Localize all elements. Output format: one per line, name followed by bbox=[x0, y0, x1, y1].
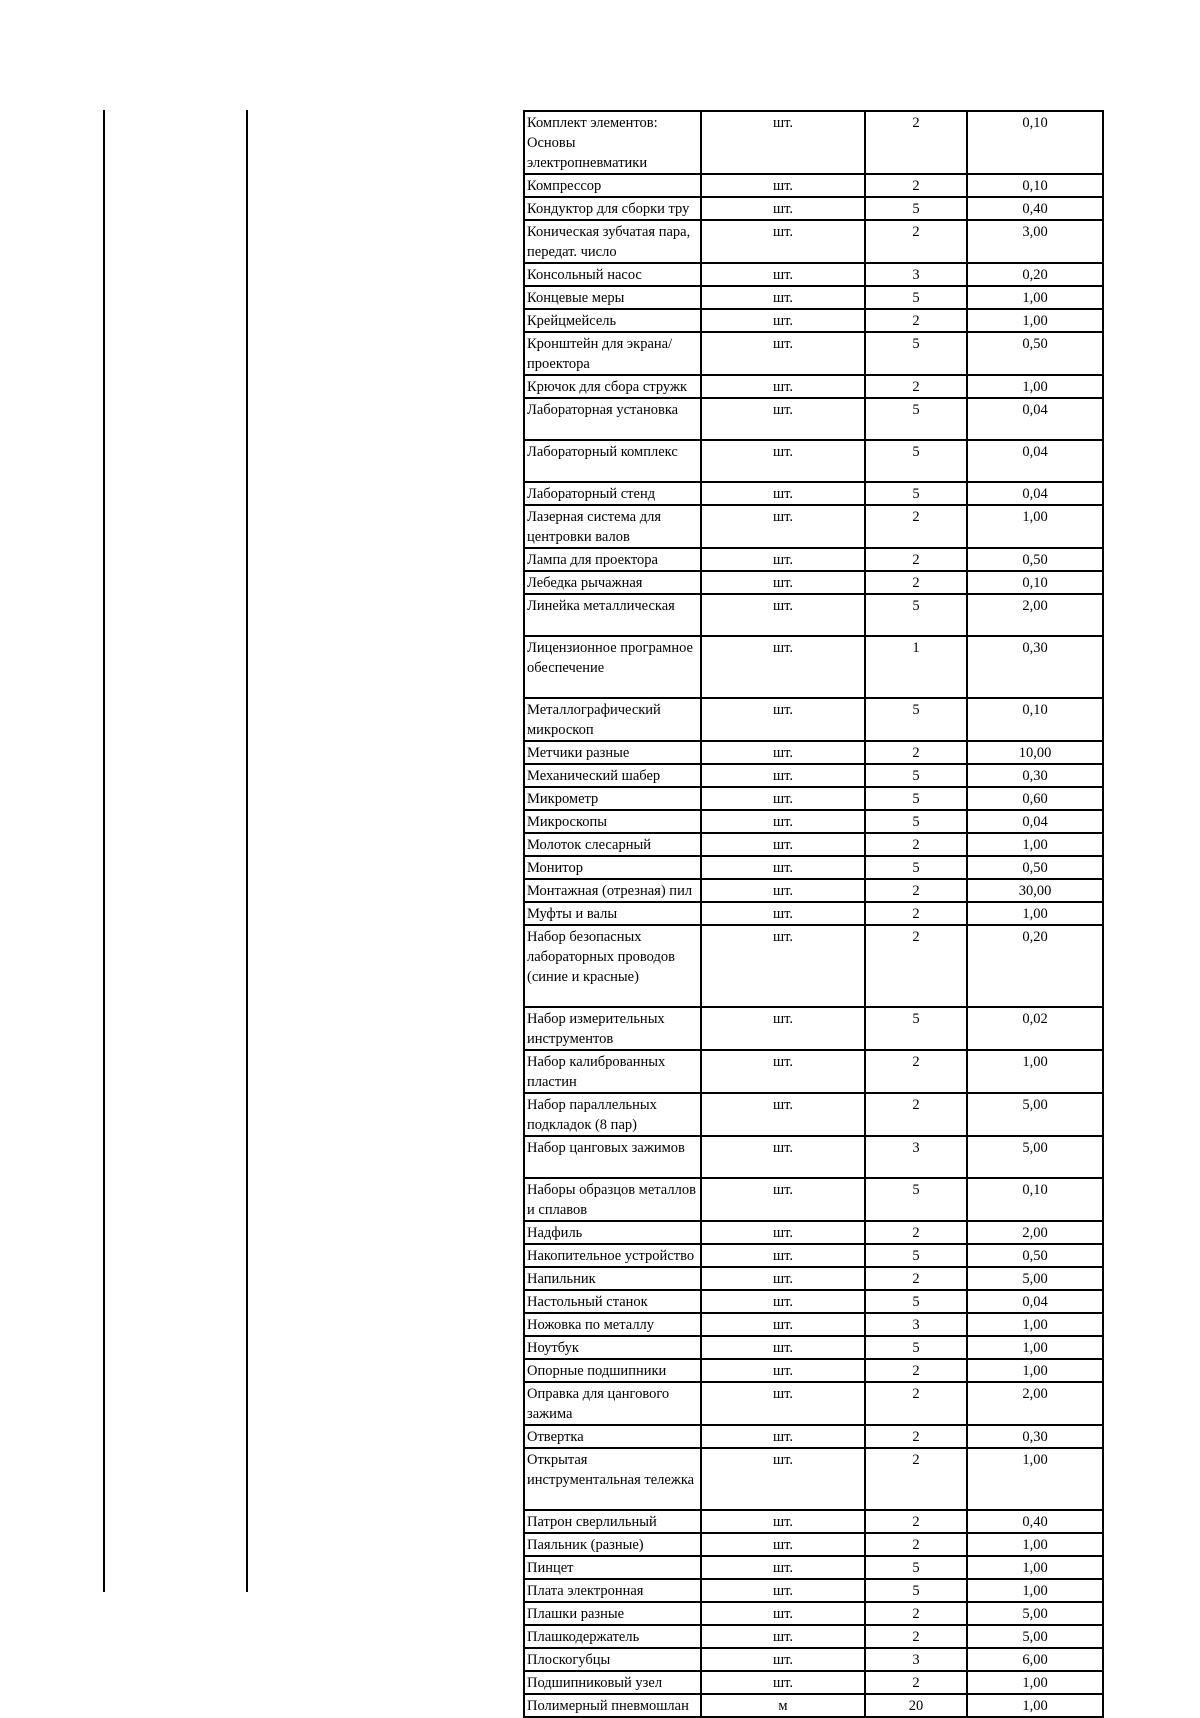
value-cell: 1,00 bbox=[967, 286, 1103, 309]
name-cell: Механический шабер bbox=[524, 764, 701, 787]
value-cell: 1,00 bbox=[967, 1556, 1103, 1579]
value-cell: 0,04 bbox=[967, 1290, 1103, 1313]
qty-cell: 2 bbox=[865, 1221, 967, 1244]
unit-cell: шт. bbox=[701, 925, 865, 1007]
qty-cell: 2 bbox=[865, 741, 967, 764]
value-cell: 0,60 bbox=[967, 787, 1103, 810]
qty-cell: 5 bbox=[865, 482, 967, 505]
name-cell: Линейка металлическая bbox=[524, 594, 701, 636]
value-cell: 0,50 bbox=[967, 1244, 1103, 1267]
table-row bbox=[524, 505, 1103, 548]
table-row bbox=[524, 1510, 1103, 1533]
qty-cell: 5 bbox=[865, 440, 967, 482]
qty-cell: 5 bbox=[865, 856, 967, 879]
unit-cell: шт. bbox=[701, 1648, 865, 1671]
qty-cell: 2 bbox=[865, 1625, 967, 1648]
unit-cell: шт. bbox=[701, 1510, 865, 1533]
qty-cell: 1 bbox=[865, 636, 967, 698]
unit-cell: шт. bbox=[701, 548, 865, 571]
qty-cell: 5 bbox=[865, 398, 967, 440]
table-row bbox=[524, 698, 1103, 741]
unit-cell: шт. bbox=[701, 440, 865, 482]
unit-cell: шт. bbox=[701, 263, 865, 286]
table-row bbox=[524, 1694, 1103, 1717]
name-cell: Набор калиброванных пластин bbox=[524, 1050, 701, 1093]
table-row bbox=[524, 810, 1103, 833]
qty-cell: 5 bbox=[865, 1178, 967, 1221]
name-cell: Комплект элементов: Основы электропневматики bbox=[524, 111, 701, 174]
table-row bbox=[524, 1336, 1103, 1359]
name-cell: Консольный насос bbox=[524, 263, 701, 286]
equipment-table-body bbox=[524, 111, 1103, 1717]
value-cell: 0,02 bbox=[967, 1007, 1103, 1050]
unit-cell: шт. bbox=[701, 1136, 865, 1178]
unit-cell: шт. bbox=[701, 1336, 865, 1359]
qty-cell: 2 bbox=[865, 174, 967, 197]
name-cell: Лазерная система для центровки валов bbox=[524, 505, 701, 548]
table-row bbox=[524, 1093, 1103, 1136]
name-cell: Наборы образцов металлов и сплавов bbox=[524, 1178, 701, 1221]
unit-cell: шт. bbox=[701, 1313, 865, 1336]
value-cell: 0,10 bbox=[967, 571, 1103, 594]
table-row bbox=[524, 309, 1103, 332]
unit-cell: шт. bbox=[701, 111, 865, 174]
qty-cell: 20 bbox=[865, 1694, 967, 1717]
name-cell: Пинцет bbox=[524, 1556, 701, 1579]
unit-cell: шт. bbox=[701, 1267, 865, 1290]
unit-cell: шт. bbox=[701, 1556, 865, 1579]
table-row bbox=[524, 1602, 1103, 1625]
unit-cell: шт. bbox=[701, 741, 865, 764]
value-cell: 1,00 bbox=[967, 505, 1103, 548]
value-cell: 0,40 bbox=[967, 197, 1103, 220]
name-cell: Надфиль bbox=[524, 1221, 701, 1244]
qty-cell: 5 bbox=[865, 594, 967, 636]
table-row bbox=[524, 1313, 1103, 1336]
name-cell: Плашки разные bbox=[524, 1602, 701, 1625]
qty-cell: 2 bbox=[865, 375, 967, 398]
table-row bbox=[524, 1050, 1103, 1093]
table-row bbox=[524, 197, 1103, 220]
unit-cell: шт. bbox=[701, 698, 865, 741]
name-cell: Металлографический микроскоп bbox=[524, 698, 701, 741]
qty-cell: 5 bbox=[865, 764, 967, 787]
name-cell: Лабораторный комплекс bbox=[524, 440, 701, 482]
unit-cell: шт. bbox=[701, 197, 865, 220]
value-cell: 0,20 bbox=[967, 263, 1103, 286]
value-cell: 1,00 bbox=[967, 1694, 1103, 1717]
value-cell: 0,10 bbox=[967, 698, 1103, 741]
value-cell: 1,00 bbox=[967, 833, 1103, 856]
table-row bbox=[524, 1359, 1103, 1382]
value-cell: 1,00 bbox=[967, 902, 1103, 925]
name-cell: Плашкодержатель bbox=[524, 1625, 701, 1648]
value-cell: 0,30 bbox=[967, 636, 1103, 698]
unit-cell: шт. bbox=[701, 833, 865, 856]
qty-cell: 2 bbox=[865, 111, 967, 174]
table-row bbox=[524, 440, 1103, 482]
name-cell: Патрон сверлильный bbox=[524, 1510, 701, 1533]
unit-cell: шт. bbox=[701, 1579, 865, 1602]
qty-cell: 2 bbox=[865, 1510, 967, 1533]
value-cell: 6,00 bbox=[967, 1648, 1103, 1671]
qty-cell: 2 bbox=[865, 548, 967, 571]
qty-cell: 2 bbox=[865, 1359, 967, 1382]
table-row bbox=[524, 1533, 1103, 1556]
unit-cell: шт. bbox=[701, 1448, 865, 1510]
unit-cell: шт. bbox=[701, 174, 865, 197]
unit-cell: шт. bbox=[701, 482, 865, 505]
unit-cell: шт. bbox=[701, 1602, 865, 1625]
value-cell: 0,40 bbox=[967, 1510, 1103, 1533]
unit-cell: шт. bbox=[701, 764, 865, 787]
unit-cell: шт. bbox=[701, 1244, 865, 1267]
value-cell: 1,00 bbox=[967, 1336, 1103, 1359]
qty-cell: 5 bbox=[865, 1336, 967, 1359]
table-row bbox=[524, 174, 1103, 197]
unit-cell: шт. bbox=[701, 594, 865, 636]
value-cell: 2,00 bbox=[967, 1221, 1103, 1244]
qty-cell: 5 bbox=[865, 197, 967, 220]
name-cell: Набор параллельных подкладок (8 пар) bbox=[524, 1093, 701, 1136]
value-cell: 0,50 bbox=[967, 856, 1103, 879]
value-cell: 1,00 bbox=[967, 1671, 1103, 1694]
value-cell: 5,00 bbox=[967, 1602, 1103, 1625]
qty-cell: 2 bbox=[865, 833, 967, 856]
qty-cell: 5 bbox=[865, 1244, 967, 1267]
name-cell: Микроскопы bbox=[524, 810, 701, 833]
table-row bbox=[524, 398, 1103, 440]
table-row bbox=[524, 594, 1103, 636]
qty-cell: 5 bbox=[865, 286, 967, 309]
qty-cell: 2 bbox=[865, 1267, 967, 1290]
name-cell: Лампа для проектора bbox=[524, 548, 701, 571]
value-cell: 1,00 bbox=[967, 1579, 1103, 1602]
value-cell: 1,00 bbox=[967, 375, 1103, 398]
value-cell: 5,00 bbox=[967, 1136, 1103, 1178]
name-cell: Ноутбук bbox=[524, 1336, 701, 1359]
table-row bbox=[524, 1382, 1103, 1425]
qty-cell: 5 bbox=[865, 1579, 967, 1602]
value-cell: 1,00 bbox=[967, 309, 1103, 332]
value-cell: 0,20 bbox=[967, 925, 1103, 1007]
qty-cell: 3 bbox=[865, 1313, 967, 1336]
unit-cell: шт. bbox=[701, 902, 865, 925]
qty-cell: 3 bbox=[865, 263, 967, 286]
unit-cell: шт. bbox=[701, 309, 865, 332]
value-cell: 30,00 bbox=[967, 879, 1103, 902]
name-cell: Напильник bbox=[524, 1267, 701, 1290]
value-cell: 0,10 bbox=[967, 1178, 1103, 1221]
table-row bbox=[524, 1648, 1103, 1671]
table-row bbox=[524, 1556, 1103, 1579]
value-cell: 1,00 bbox=[967, 1533, 1103, 1556]
qty-cell: 5 bbox=[865, 1007, 967, 1050]
unit-cell: шт. bbox=[701, 1359, 865, 1382]
qty-cell: 5 bbox=[865, 810, 967, 833]
qty-cell: 2 bbox=[865, 1602, 967, 1625]
qty-cell: 2 bbox=[865, 1050, 967, 1093]
qty-cell: 5 bbox=[865, 1290, 967, 1313]
unit-cell: шт. bbox=[701, 1290, 865, 1313]
value-cell: 10,00 bbox=[967, 741, 1103, 764]
unit-cell: шт. bbox=[701, 286, 865, 309]
name-cell: Коническая зубчатая пара, передат. число bbox=[524, 220, 701, 263]
name-cell: Концевые меры bbox=[524, 286, 701, 309]
qty-cell: 5 bbox=[865, 698, 967, 741]
value-cell: 1,00 bbox=[967, 1313, 1103, 1336]
qty-cell: 2 bbox=[865, 1425, 967, 1448]
qty-cell: 3 bbox=[865, 1136, 967, 1178]
value-cell: 0,04 bbox=[967, 398, 1103, 440]
table-row bbox=[524, 833, 1103, 856]
left-border-line bbox=[103, 110, 105, 1592]
unit-cell: м bbox=[701, 1694, 865, 1717]
table-row bbox=[524, 332, 1103, 375]
name-cell: Крючок для сбора стружк bbox=[524, 375, 701, 398]
name-cell: Набор цанговых зажимов bbox=[524, 1136, 701, 1178]
value-cell: 0,10 bbox=[967, 174, 1103, 197]
value-cell: 1,00 bbox=[967, 1448, 1103, 1510]
unit-cell: шт. bbox=[701, 1221, 865, 1244]
table-row bbox=[524, 856, 1103, 879]
name-cell: Лабораторный стенд bbox=[524, 482, 701, 505]
unit-cell: шт. bbox=[701, 1533, 865, 1556]
table-row bbox=[524, 1579, 1103, 1602]
name-cell: Микрометр bbox=[524, 787, 701, 810]
table-row bbox=[524, 375, 1103, 398]
qty-cell: 2 bbox=[865, 879, 967, 902]
value-cell: 2,00 bbox=[967, 1382, 1103, 1425]
name-cell: Паяльник (разные) bbox=[524, 1533, 701, 1556]
table-row bbox=[524, 1221, 1103, 1244]
value-cell: 0,30 bbox=[967, 764, 1103, 787]
qty-cell: 2 bbox=[865, 902, 967, 925]
name-cell: Плата электронная bbox=[524, 1579, 701, 1602]
unit-cell: шт. bbox=[701, 1625, 865, 1648]
table-row bbox=[524, 787, 1103, 810]
table-row bbox=[524, 1136, 1103, 1178]
qty-cell: 2 bbox=[865, 1671, 967, 1694]
value-cell: 5,00 bbox=[967, 1093, 1103, 1136]
table-row bbox=[524, 571, 1103, 594]
table-row bbox=[524, 1290, 1103, 1313]
name-cell: Накопительное устройство bbox=[524, 1244, 701, 1267]
name-cell: Кондуктор для сборки тру bbox=[524, 197, 701, 220]
name-cell: Молоток слесарный bbox=[524, 833, 701, 856]
table-row bbox=[524, 286, 1103, 309]
name-cell: Плоскогубцы bbox=[524, 1648, 701, 1671]
value-cell: 5,00 bbox=[967, 1267, 1103, 1290]
name-cell: Крейцмейсель bbox=[524, 309, 701, 332]
table-row bbox=[524, 1007, 1103, 1050]
value-cell: 1,00 bbox=[967, 1359, 1103, 1382]
name-cell: Опорные подшипники bbox=[524, 1359, 701, 1382]
table-row bbox=[524, 482, 1103, 505]
name-cell: Настольный станок bbox=[524, 1290, 701, 1313]
table-row bbox=[524, 925, 1103, 1007]
equipment-table bbox=[523, 110, 1104, 1718]
table-row bbox=[524, 111, 1103, 174]
unit-cell: шт. bbox=[701, 505, 865, 548]
value-cell: 0,50 bbox=[967, 332, 1103, 375]
unit-cell: шт. bbox=[701, 1671, 865, 1694]
unit-cell: шт. bbox=[701, 220, 865, 263]
value-cell: 2,00 bbox=[967, 594, 1103, 636]
value-cell: 1,00 bbox=[967, 1050, 1103, 1093]
unit-cell: шт. bbox=[701, 375, 865, 398]
table-row bbox=[524, 263, 1103, 286]
qty-cell: 2 bbox=[865, 1533, 967, 1556]
unit-cell: шт. bbox=[701, 332, 865, 375]
name-cell: Монитор bbox=[524, 856, 701, 879]
name-cell: Подшипниковый узел bbox=[524, 1671, 701, 1694]
name-cell: Набор измерительных инструментов bbox=[524, 1007, 701, 1050]
name-cell: Открытая инструментальная тележка bbox=[524, 1448, 701, 1510]
table-row bbox=[524, 1625, 1103, 1648]
name-cell: Набор безопасных лабораторных проводов (синие и красные) bbox=[524, 925, 701, 1007]
value-cell: 0,30 bbox=[967, 1425, 1103, 1448]
value-cell: 0,50 bbox=[967, 548, 1103, 571]
name-cell: Отвертка bbox=[524, 1425, 701, 1448]
qty-cell: 2 bbox=[865, 1448, 967, 1510]
column-divider-line bbox=[246, 110, 248, 1592]
qty-cell: 2 bbox=[865, 925, 967, 1007]
name-cell: Метчики разные bbox=[524, 741, 701, 764]
unit-cell: шт. bbox=[701, 1007, 865, 1050]
table-row bbox=[524, 1425, 1103, 1448]
table-row bbox=[524, 741, 1103, 764]
value-cell: 5,00 bbox=[967, 1625, 1103, 1648]
name-cell: Ножовка по металлу bbox=[524, 1313, 701, 1336]
unit-cell: шт. bbox=[701, 856, 865, 879]
table-row bbox=[524, 1244, 1103, 1267]
table-row bbox=[524, 879, 1103, 902]
unit-cell: шт. bbox=[701, 787, 865, 810]
value-cell: 0,04 bbox=[967, 810, 1103, 833]
unit-cell: шт. bbox=[701, 1093, 865, 1136]
qty-cell: 2 bbox=[865, 1093, 967, 1136]
value-cell: 3,00 bbox=[967, 220, 1103, 263]
value-cell: 0,04 bbox=[967, 440, 1103, 482]
qty-cell: 2 bbox=[865, 505, 967, 548]
name-cell: Лабораторная установка bbox=[524, 398, 701, 440]
qty-cell: 5 bbox=[865, 1556, 967, 1579]
qty-cell: 2 bbox=[865, 220, 967, 263]
name-cell: Полимерный пневмошлан bbox=[524, 1694, 701, 1717]
unit-cell: шт. bbox=[701, 879, 865, 902]
qty-cell: 5 bbox=[865, 332, 967, 375]
unit-cell: шт. bbox=[701, 636, 865, 698]
name-cell: Кронштейн для экрана/ проектора bbox=[524, 332, 701, 375]
unit-cell: шт. bbox=[701, 1382, 865, 1425]
table-row bbox=[524, 1671, 1103, 1694]
table-row bbox=[524, 548, 1103, 571]
unit-cell: шт. bbox=[701, 810, 865, 833]
unit-cell: шт. bbox=[701, 1050, 865, 1093]
unit-cell: шт. bbox=[701, 1425, 865, 1448]
table-row bbox=[524, 636, 1103, 698]
name-cell: Муфты и валы bbox=[524, 902, 701, 925]
table-row bbox=[524, 1267, 1103, 1290]
unit-cell: шт. bbox=[701, 1178, 865, 1221]
value-cell: 0,10 bbox=[967, 111, 1103, 174]
name-cell: Монтажная (отрезная) пил bbox=[524, 879, 701, 902]
qty-cell: 3 bbox=[865, 1648, 967, 1671]
name-cell: Оправка для цангового зажима bbox=[524, 1382, 701, 1425]
table-row bbox=[524, 764, 1103, 787]
name-cell: Компрессор bbox=[524, 174, 701, 197]
qty-cell: 2 bbox=[865, 1382, 967, 1425]
unit-cell: шт. bbox=[701, 571, 865, 594]
unit-cell: шт. bbox=[701, 398, 865, 440]
table-row bbox=[524, 1178, 1103, 1221]
name-cell: Лебедка рычажная bbox=[524, 571, 701, 594]
table-row bbox=[524, 902, 1103, 925]
qty-cell: 2 bbox=[865, 571, 967, 594]
qty-cell: 2 bbox=[865, 309, 967, 332]
value-cell: 0,04 bbox=[967, 482, 1103, 505]
table-row bbox=[524, 1448, 1103, 1510]
name-cell: Лицензионное програмное обеспечение bbox=[524, 636, 701, 698]
qty-cell: 5 bbox=[865, 787, 967, 810]
table-row bbox=[524, 220, 1103, 263]
